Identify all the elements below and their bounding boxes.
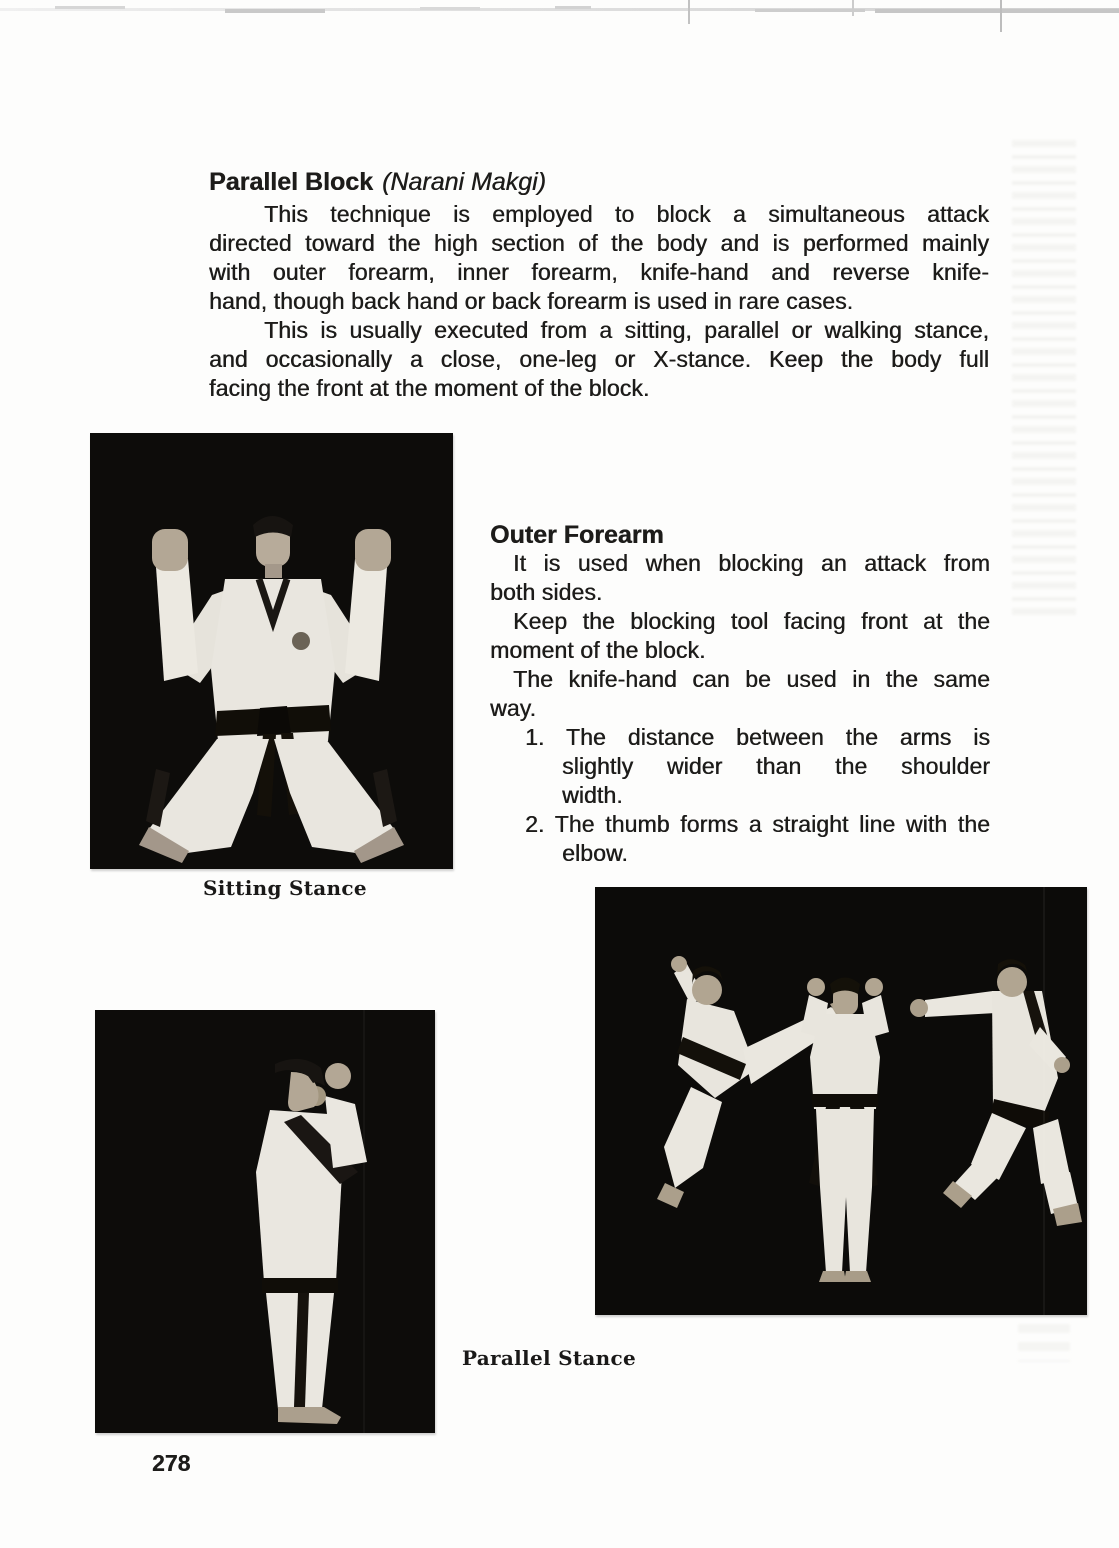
parallel-stance-photo — [95, 1010, 435, 1433]
list-item-line: elbow. — [562, 840, 628, 866]
page-showthrough-artifact — [1012, 140, 1076, 620]
intro-line: This technique is employed to block a simultaneous attack — [264, 201, 989, 227]
intro-line: facing the front at the moment of the block. — [209, 375, 650, 401]
section-line: way. — [490, 695, 536, 721]
section-line: It is used when blocking an attack from — [513, 550, 990, 576]
scan-edge-artifact — [420, 7, 480, 10]
caption-sitting-stance: Sitting Stance — [203, 876, 367, 900]
technique-name: Parallel Block — [209, 168, 373, 196]
martial-artist-figure — [90, 433, 453, 869]
scan-edge-artifact — [555, 6, 591, 9]
scan-edge-artifact — [875, 9, 1119, 13]
intro-line: directed toward the high section of the body and is performed mainly — [209, 230, 989, 256]
scan-edge-artifact — [852, 0, 854, 16]
list-item-line: 2. The thumb forms a straight line with the — [525, 811, 990, 837]
section-heading: Outer Forearm — [490, 521, 664, 549]
section-line: moment of the block. — [490, 637, 706, 663]
scan-edge-artifact — [225, 9, 325, 13]
sparring-figures — [595, 887, 1087, 1315]
section-line: The knife-hand can be used in the same — [513, 666, 990, 692]
intro-line: hand, though back hand or back forearm is used in rare cases. — [209, 288, 854, 314]
page-title — [209, 166, 546, 198]
intro-line: and occasionally a close, one-leg or X-stance. Keep the body full — [209, 346, 989, 372]
parallel-block-application-photo — [595, 887, 1087, 1315]
caption-parallel-stance: Parallel Stance — [462, 1346, 637, 1370]
intro-line: with outer forearm, inner forearm, knife-hand and reverse knife- — [209, 259, 989, 285]
list-item-line: slightly wider than the shoulder — [562, 753, 990, 779]
list-item-line: 1. The distance between the arms is — [525, 724, 990, 750]
martial-artist-figure — [95, 1010, 435, 1433]
sitting-stance-photo — [90, 433, 453, 869]
page-number: 278 — [152, 1450, 191, 1476]
intro-text — [209, 200, 989, 403]
section-line: both sides. — [490, 579, 603, 605]
section-text — [490, 549, 990, 868]
scan-edge-artifact — [688, 0, 690, 24]
section-line: Keep the blocking tool facing front at the — [513, 608, 990, 634]
scan-edge-artifact — [755, 9, 865, 12]
intro-line: This is usually executed from a sitting, parallel or walking stance, — [264, 317, 989, 343]
list-item-line: width. — [562, 782, 623, 808]
scan-edge-artifact — [55, 6, 125, 9]
scan-edge-artifact — [1000, 0, 1002, 32]
technique-name-romanized: (Narani Makgi) — [381, 168, 546, 196]
